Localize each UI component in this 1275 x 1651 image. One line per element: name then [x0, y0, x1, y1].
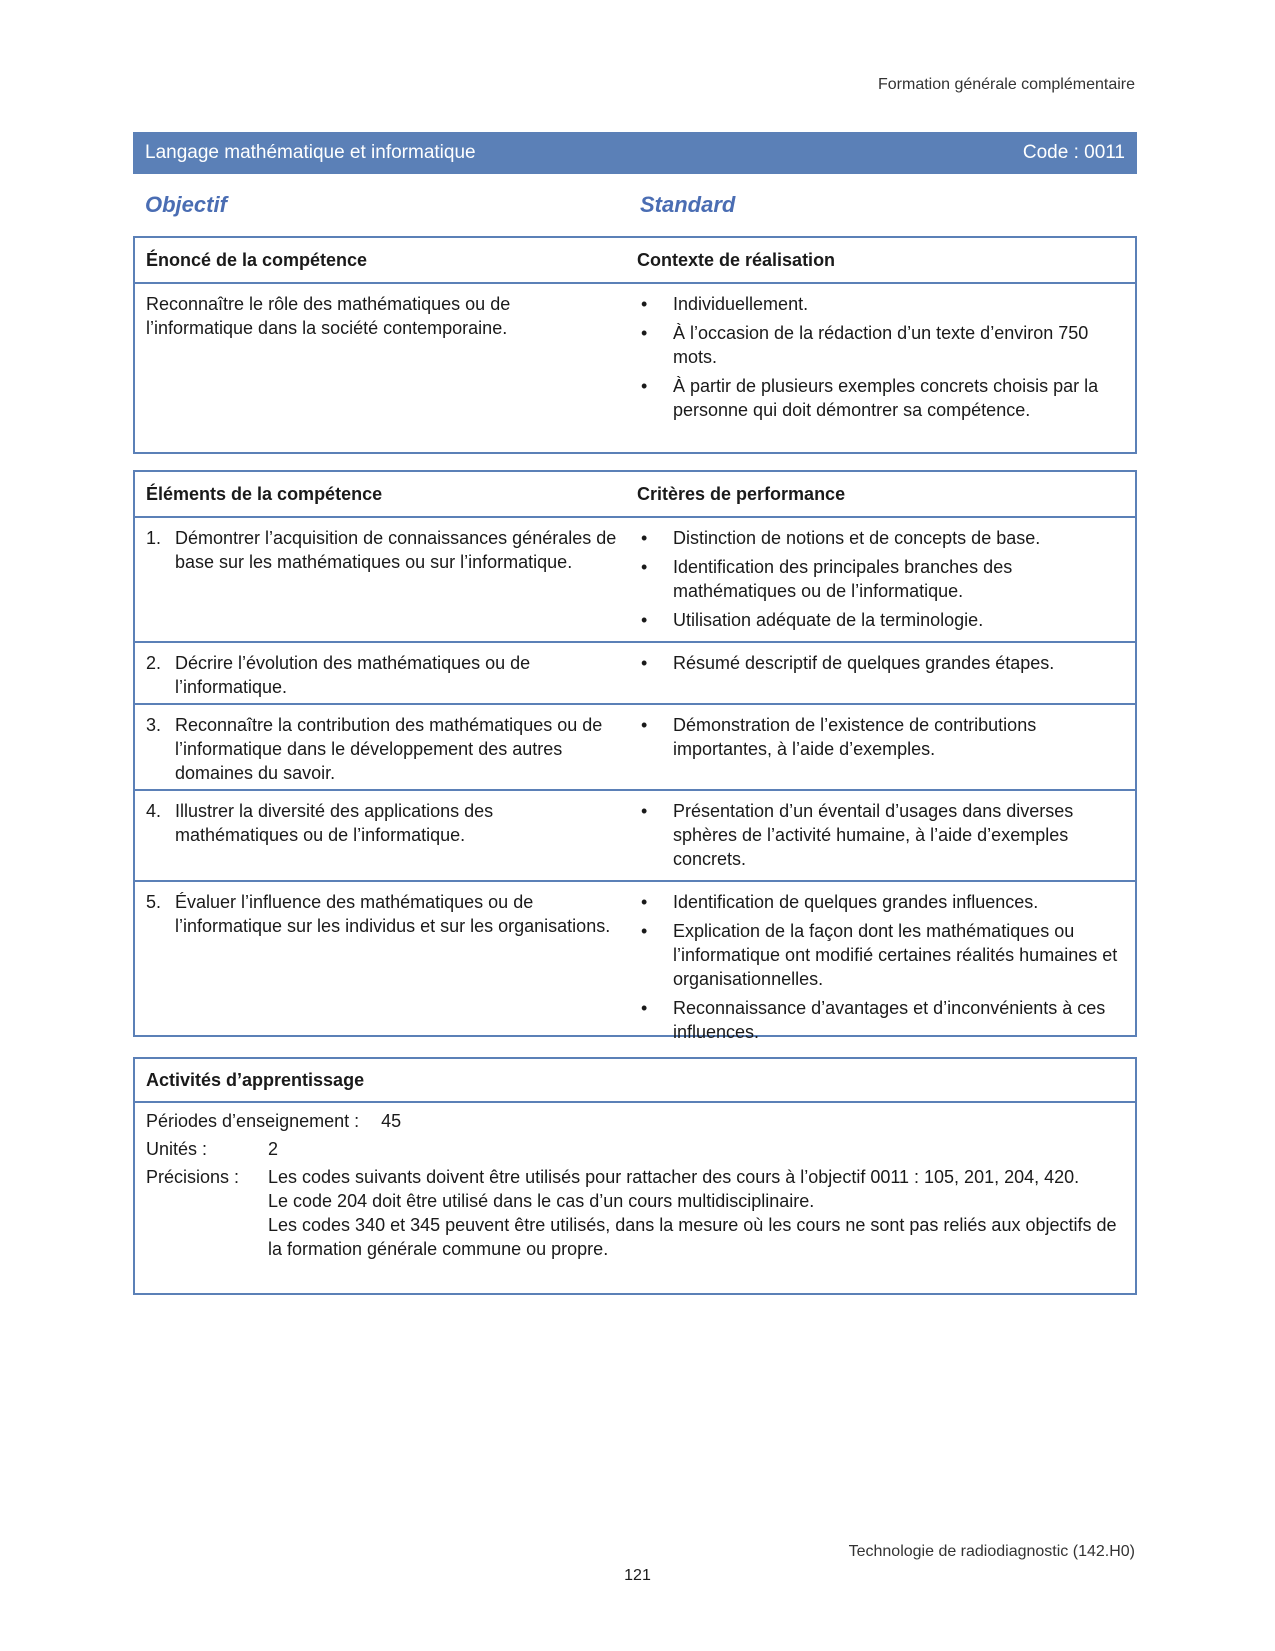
bullet-icon: • — [641, 610, 648, 630]
criterion-item: • Présentation d’un éventail d’usages dans diverses sphères de l’activité humaine, à l’aide d’exemples concrets. — [637, 799, 1135, 871]
criterion-item: • Démonstration de l’existence de contributions importantes, à l’aide d’exemples. — [637, 713, 1135, 761]
elements-box — [133, 470, 1137, 1042]
bullet-icon: • — [641, 921, 648, 941]
elements-box-header — [135, 472, 1135, 518]
page-number: 121 — [624, 1567, 651, 1584]
competence-statement: Reconnaître le rôle des mathématiques ou de l’informatique dans la société contemporaine. — [146, 294, 511, 338]
activities-box-header — [135, 1059, 1135, 1103]
bullet-icon: • — [641, 653, 648, 673]
context-list — [637, 292, 1135, 427]
elements-head-right: Critères de performance — [637, 483, 846, 504]
units-row — [135, 1137, 1135, 1161]
criterion-item: • Utilisation adéquate de la terminologie. — [637, 608, 1135, 632]
criterion-item: • Explication de la façon dont les mathématiques ou l’informatique ont modifié certaines réalités humaines et organisationnelles. — [637, 919, 1135, 991]
competence-box-header — [135, 238, 1135, 284]
bullet-icon: • — [641, 323, 648, 343]
units-label: Unités : — [146, 1139, 208, 1159]
context-item: • À l’occasion de la rédaction d’un texte d’environ 750 mots. — [637, 321, 1135, 369]
activities-head: Activités d’apprentissage — [146, 1069, 365, 1090]
element-text: Décrire l’évolution des mathématiques ou de l’informatique. — [175, 653, 531, 697]
element-row: 5. Évaluer l’influence des mathématiques ou de l’informatique sur les individus et sur les organisations. • Identification de quelques grandes influences. • Explication de la façon dont les mathématiques ou l’informatique ont modifié certaines réalités humaines et organisationnelles. • Reconnaissance d’avantages et d’inconvénients à ces influences. — [135, 882, 1135, 1053]
bullet-icon: • — [641, 376, 648, 396]
element-text: Reconnaître la contribution des mathématiques ou de l’informatique dans le développement des autres domaines du savoir. — [175, 715, 603, 783]
bullet-icon: • — [641, 998, 648, 1018]
context-item: • À partir de plusieurs exemples concrets choisis par la personne qui doit démontrer sa compétence. — [637, 374, 1135, 422]
elements-head-left: Éléments de la compétence — [146, 483, 383, 504]
periods-value: 45 — [381, 1111, 402, 1131]
footer-program: Technologie de radiodiagnostic (142.H0) — [848, 1543, 1135, 1560]
course-title: Langage mathématique et informatique — [145, 142, 476, 163]
competence-head-left: Énoncé de la compétence — [146, 249, 368, 270]
criterion-item: • Identification des principales branches des mathématiques ou de l’informatique. — [637, 555, 1135, 603]
element-row: 2. Décrire l’évolution des mathématiques ou de l’informatique. • Résumé descriptif de quelques grandes étapes. — [135, 643, 1135, 705]
element-row: 3. Reconnaître la contribution des mathématiques ou de l’informatique dans le développement des autres domaines du savoir. • Démonstration de l’existence de contributions importantes, à l’aide d’exemples. — [135, 705, 1135, 791]
competence-head-right: Contexte de réalisation — [637, 249, 836, 270]
element-row: 4. Illustrer la diversité des applications des mathématiques ou de l’informatique. • Présentation d’un éventail d’usages dans diverses sphères de l’activité humaine, à l’aide d’exemples concrets. — [135, 791, 1135, 882]
course-code: Code : 0011 — [1022, 142, 1125, 163]
bullet-icon: • — [641, 892, 648, 912]
element-text: Évaluer l’influence des mathématiques ou de l’informatique sur les individus et sur les organisations. — [175, 892, 611, 936]
periods-label: Périodes d’enseignement : — [146, 1111, 360, 1131]
competence-box — [133, 236, 1137, 454]
precision-item: Les codes suivants doivent être utilisés pour rattacher des cours à l’objectif 0011 : 105, 201, 204, 420. — [268, 1167, 1080, 1187]
criterion-item: • Identification de quelques grandes influences. — [637, 890, 1135, 914]
context-item: • Individuellement. — [637, 292, 1135, 316]
header-program: Formation générale complémentaire — [877, 76, 1135, 93]
bullet-icon: • — [641, 528, 648, 548]
periods-row — [135, 1109, 1135, 1133]
criterion-item: • Résumé descriptif de quelques grandes étapes. — [637, 651, 1135, 675]
units-value: 2 — [268, 1139, 279, 1159]
competence-row — [135, 284, 1135, 427]
criterion-item: • Reconnaissance d’avantages et d’inconvénients à ces influences. — [637, 996, 1135, 1044]
element-row: 1. Démontrer l’acquisition de connaissances générales de base sur les mathématiques ou sur l’informatique. • Distinction de notions et de concepts de base. • Identification des principales branches des mathématiques ou de l’informatique. • Utilisation adéquate de la terminologie. — [135, 518, 1135, 643]
precision-item: Les codes 340 et 345 peuvent être utilisés, dans la mesure où les cours ne sont pas reliés aux objectifs de la formation générale commune ou propre. — [268, 1215, 1117, 1259]
precision-item: Le code 204 doit être utilisé dans le cas d’un cours multidisciplinaire. — [268, 1191, 815, 1211]
precisions-row — [135, 1165, 1135, 1261]
label-objectif: Objectif — [145, 192, 227, 217]
activities-box — [133, 1057, 1137, 1295]
bullet-icon: • — [641, 294, 648, 314]
label-standard: Standard — [640, 192, 736, 217]
element-text: Démontrer l’acquisition de connaissances générales de base sur les mathématiques ou sur l’informatique. — [175, 528, 617, 572]
bullet-icon: • — [641, 557, 648, 577]
precisions-label: Précisions : — [146, 1167, 240, 1187]
title-bar — [133, 132, 1137, 174]
bullet-icon: • — [641, 801, 648, 821]
criterion-item: • Distinction de notions et de concepts de base. — [637, 526, 1135, 550]
element-text: Illustrer la diversité des applications des mathématiques ou de l’informatique. — [175, 801, 494, 845]
bullet-icon: • — [641, 715, 648, 735]
